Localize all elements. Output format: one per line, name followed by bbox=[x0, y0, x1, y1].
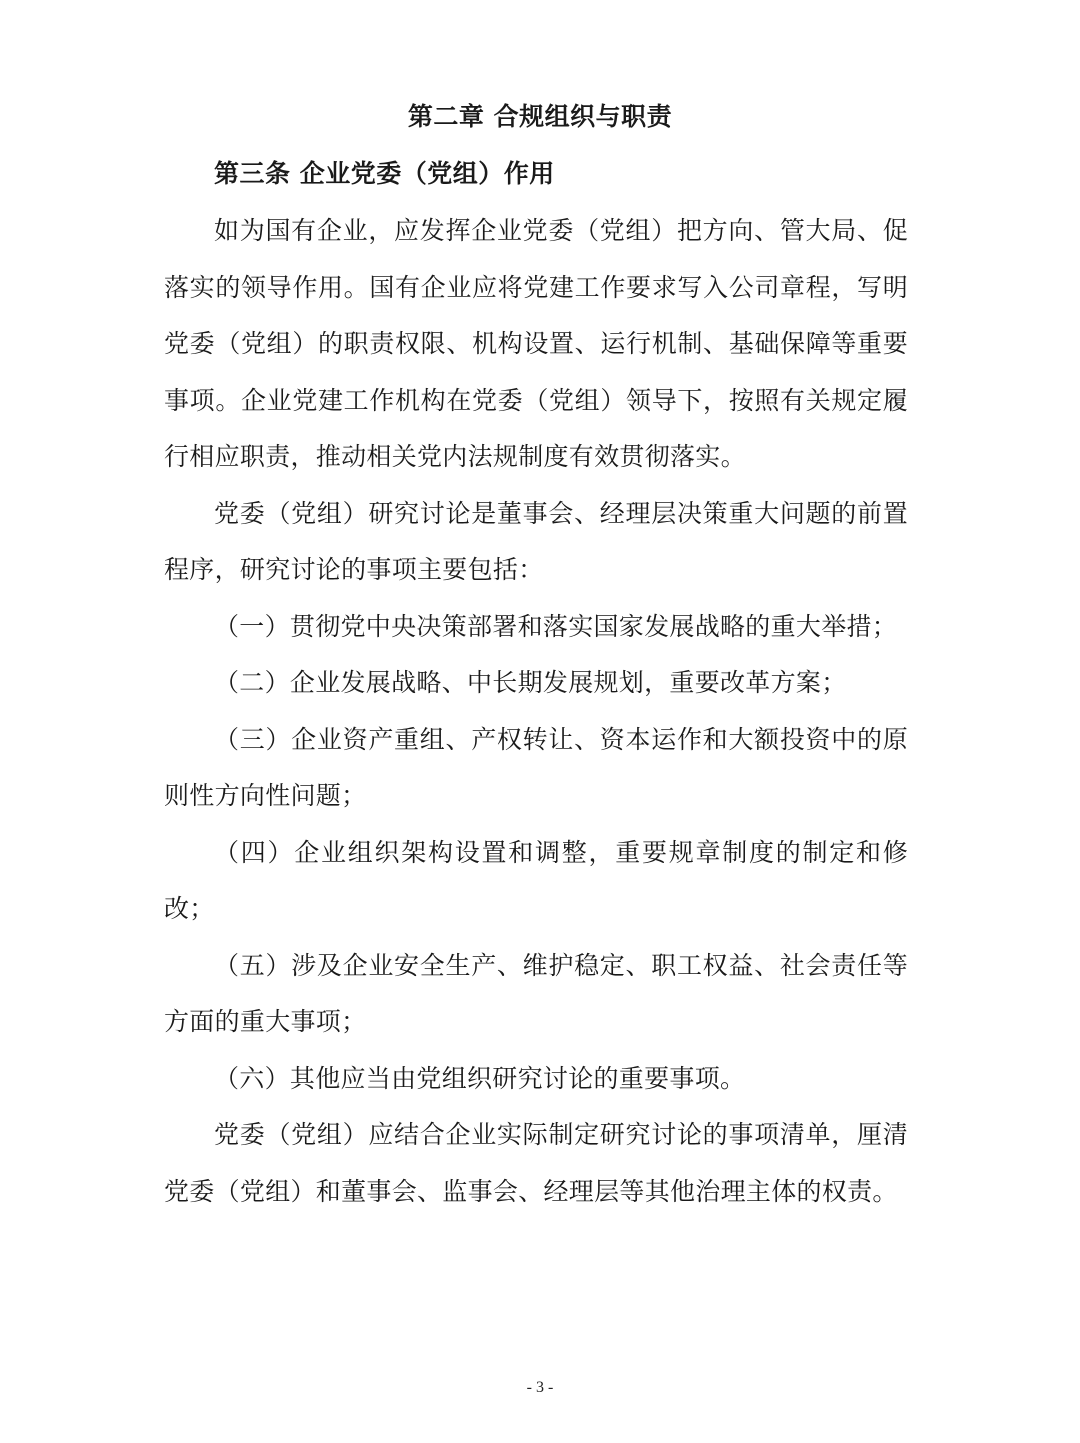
paragraph: 党委（党组）应结合企业实际制定研究讨论的事项清单，厘清党委（党组）和董事会、监事会、经理层等其他治理主体的权责。 bbox=[164, 1120, 908, 1206]
body-text bbox=[164, 203, 908, 1220]
chapter-title: 第二章 合规组织与职责 bbox=[407, 102, 673, 131]
list-item: （二）企业发展战略、中长期发展规划，重要改革方案； bbox=[214, 668, 847, 697]
list-item: （四）企业组织架构设置和调整，重要规章制度的制定和修改； bbox=[164, 837, 908, 923]
page-number: - 3 - bbox=[526, 1379, 554, 1396]
list-item: （三）企业资产重组、产权转让、资本运作和大额投资中的原则性方向性问题； bbox=[164, 724, 908, 810]
paragraph: 如为国有企业，应发挥企业党委（党组）把方向、管大局、促落实的领导作用。国有企业应将党建工作要求写入公司章程，写明党委（党组）的职责权限、机构设置、运行机制、基础保障等重要事项。企业党建工作机构在党委（党组）领导下，按照有关规定履行相应职责，推动相关党内法规制度有效贯彻落实。 bbox=[164, 216, 908, 471]
list-item: （一）贯彻党中央决策部署和落实国家发展战略的重大举措； bbox=[214, 611, 898, 641]
paragraph: 党委（党组）研究讨论是董事会、经理层决策重大问题的前置程序，研究讨论的事项主要包括： bbox=[164, 498, 908, 584]
article-title: 第三条 企业党委（党组）作用 bbox=[214, 159, 555, 188]
list-item: （五）涉及企业安全生产、维护稳定、职工权益、社会责任等方面的重大事项； bbox=[164, 950, 908, 1036]
list-item: （六）其他应当由党组织研究讨论的重要事项。 bbox=[214, 1063, 746, 1093]
